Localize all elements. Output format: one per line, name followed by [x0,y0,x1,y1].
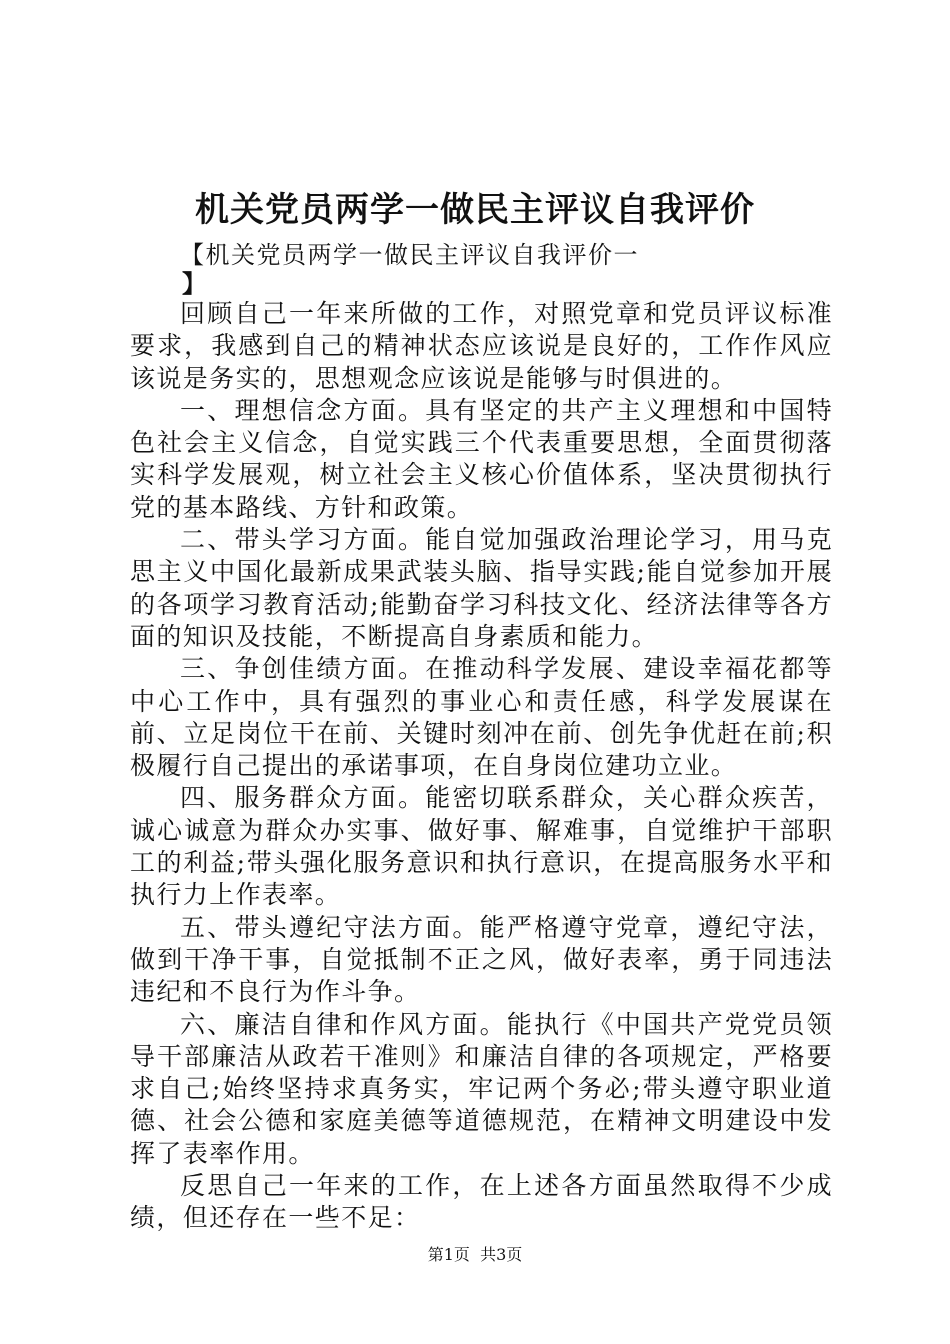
document-body [130,298,833,1235]
paragraph-study: 二、带头学习方面。能自觉加强政治理论学习，用马克思主义中国化最新成果武装头脑、指导实践;能自觉参加开展的各项学习教育活动;能勤奋学习科技文化、经济法律等各方面的知识及技能，不断提高自身素质和能力。 [130,525,833,651]
document-title: 机关党员两学一做民主评议自我评价 [195,190,755,230]
page-number: 第1页 共3页 [427,1245,523,1264]
document-subtitle-bracket: 】 [182,269,206,298]
paragraph-reflection: 反思自己一年来的工作，在上述各方面虽然取得不少成绩，但还存在一些不足： [130,1171,833,1233]
paragraph-achievement: 三、争创佳绩方面。在推动科学发展、建设幸福花都等中心工作中，具有强烈的事业心和责任感，科学发展谋在前、立足岗位干在前、关键时刻冲在前、创先争优赶在前;积极履行自己提出的承诺事项，在自身岗位建功立业。 [130,654,833,781]
paragraph-intro: 回顾自己一年来所做的工作，对照党章和党员评议标准要求，我感到自己的精神状态应该说是良好的，工作作风应该说是务实的，思想观念应该说是能够与时俱进的。 [130,299,833,393]
document-subtitle: 【机关党员两学一做民主评议自我评价一 [180,241,639,269]
paragraph-ideals: 一、理想信念方面。具有坚定的共产主义理想和中国特色社会主义信念，自觉实践三个代表重要思想，全面贯彻落实科学发展观，树立社会主义核心价值体系，坚决贯彻执行党的基本路线、方针和政策。 [130,395,833,522]
paragraph-service: 四、服务群众方面。能密切联系群众，关心群众疾苦，诚心诚意为群众办实事、做好事、解难事，自觉维护干部职工的利益;带头强化服务意识和执行意识，在提高服务水平和执行力上作表率。 [130,783,833,910]
paragraph-law: 五、带头遵纪守法方面。能严格遵守党章，遵纪守法，做到干净干事，自觉抵制不正之风，做好表率，勇于同违法违纪和不良行为作斗争。 [130,912,833,1007]
paragraph-integrity: 六、廉洁自律和作风方面。能执行《中国共产党党员领导干部廉洁从政若干准则》和廉洁自律的各项规定，严格要求自己;始终坚持求真务实，牢记两个务必;带头遵守职业道德、社会公德和家庭美德等道德规范，在精神文明建设中发挥了表率作用。 [130,1009,833,1168]
